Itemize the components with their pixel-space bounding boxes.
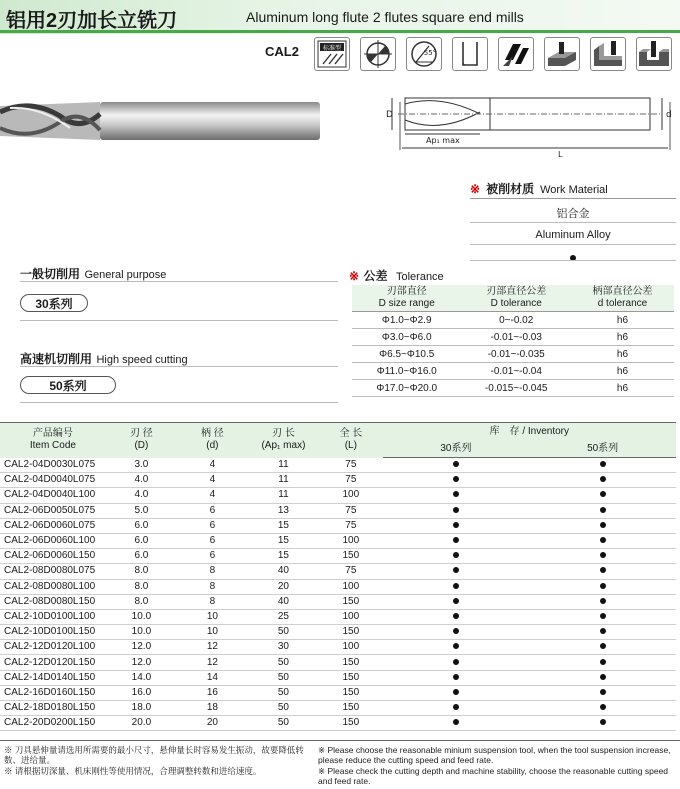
- spec-cell: 12.0: [106, 640, 177, 655]
- stock-30-cell: [383, 594, 530, 609]
- tolerance-cell: -0.01~-0.035: [461, 346, 570, 363]
- item-code-cell: CAL2-06D0050L075: [0, 503, 106, 518]
- stock-30-cell: [383, 473, 530, 488]
- material-name-en: Aluminum Alloy: [535, 229, 611, 241]
- spec-cell: 8.0: [106, 579, 177, 594]
- spec-cell: 6: [177, 549, 248, 564]
- material-name-cn: 铝合金: [556, 208, 590, 220]
- spec-cell: 14: [177, 670, 248, 685]
- spec-cell: 75: [319, 564, 382, 579]
- tolerance-cell: h6: [571, 346, 674, 363]
- item-code-cell: CAL2-04D0040L075: [0, 473, 106, 488]
- asterisk-mark: ※: [349, 269, 360, 283]
- item-code-cell: CAL2-06D0060L150: [0, 549, 106, 564]
- in-stock-dot-icon: [453, 643, 459, 649]
- stock-30-cell: [383, 685, 530, 700]
- note-cn-2: ※ 请根据切深量、机床刚性等使用情况，合理调整转数和进给速度。: [4, 766, 262, 776]
- spec-cell: 150: [319, 549, 382, 564]
- divider: [20, 320, 338, 321]
- spec-cell: 11: [248, 488, 319, 503]
- spec-cell: 75: [319, 458, 382, 473]
- stock-50-cell: [529, 594, 676, 609]
- dimension-drawing: [380, 90, 680, 160]
- stock-30-cell: [383, 655, 530, 670]
- spec-cell: 4: [177, 473, 248, 488]
- item-code-cell: CAL2-04D0030L075: [0, 458, 106, 473]
- highspeed-title-en: High speed cutting: [96, 354, 188, 366]
- in-stock-dot-icon: [453, 689, 459, 695]
- inventory-table: [0, 422, 676, 731]
- svg-text:55°: 55°: [423, 49, 437, 57]
- in-stock-dot-icon: [453, 719, 459, 725]
- table-row: [0, 473, 676, 488]
- table-row: [0, 716, 676, 731]
- table-row: [0, 625, 676, 640]
- in-stock-dot-icon: [453, 491, 459, 497]
- in-stock-dot-icon: [453, 537, 459, 543]
- stock-30-cell: [383, 488, 530, 503]
- spec-cell: 6: [177, 503, 248, 518]
- pocket-milling-icon: [636, 37, 672, 71]
- in-stock-dot-icon: [600, 689, 606, 695]
- tolerance-cell: Φ11.0~Φ16.0: [352, 363, 461, 380]
- col-series-30: 30系列: [383, 441, 530, 458]
- series-50-badge: 50系列: [20, 376, 116, 394]
- table-row: [0, 533, 676, 548]
- in-stock-dot-icon: [453, 522, 459, 528]
- tolerance-cell: Φ3.0~Φ6.0: [352, 329, 461, 346]
- stock-50-cell: [529, 533, 676, 548]
- divider: [470, 198, 676, 199]
- spec-cell: 50: [248, 685, 319, 700]
- tolerance-cell: h6: [571, 363, 674, 380]
- spec-cell: 100: [319, 533, 382, 548]
- spec-cell: 20: [177, 716, 248, 731]
- spec-cell: 150: [319, 701, 382, 716]
- spec-cell: 18.0: [106, 701, 177, 716]
- stock-30-cell: [383, 625, 530, 640]
- in-stock-dot-icon: [600, 643, 606, 649]
- item-code-cell: CAL2-20D0200L150: [0, 716, 106, 731]
- tolerance-cell: h6: [571, 329, 674, 346]
- table-row: [0, 488, 676, 503]
- highspeed-title-cn: 高速机切削用: [20, 352, 93, 366]
- stock-50-cell: [529, 549, 676, 564]
- spec-cell: 13: [248, 503, 319, 518]
- end-mill-photo: [0, 92, 324, 154]
- tolerance-title-en: Tolerance: [395, 271, 444, 283]
- item-code-cell: CAL2-08D0080L075: [0, 564, 106, 579]
- item-code-cell: CAL2-04D0040L100: [0, 488, 106, 503]
- divider: [470, 222, 676, 223]
- tolerance-row: [352, 329, 674, 346]
- in-stock-dot-icon: [600, 491, 606, 497]
- stock-30-cell: [383, 609, 530, 624]
- notes-divider: [0, 740, 680, 741]
- stock-50-cell: [529, 488, 676, 503]
- helix-angle-icon: [406, 37, 442, 71]
- spec-cell: 100: [319, 640, 382, 655]
- spec-cell: 150: [319, 594, 382, 609]
- tolerance-cell: h6: [571, 380, 674, 397]
- stock-30-cell: [383, 533, 530, 548]
- item-code-cell: CAL2-10D0100L100: [0, 609, 106, 624]
- in-stock-dot-icon: [453, 659, 459, 665]
- tolerance-cell: Φ17.0~Φ20.0: [352, 380, 461, 397]
- product-code-label: CAL2: [265, 44, 299, 59]
- col-diameter: 刃 径 (D): [106, 423, 177, 458]
- stock-50-cell: [529, 458, 676, 473]
- spec-cell: 20.0: [106, 716, 177, 731]
- divider: [20, 281, 338, 282]
- svg-text:D: D: [386, 110, 393, 120]
- in-stock-dot-icon: [600, 476, 606, 482]
- tolerance-header-dsize: 刃部直径 D size range: [352, 285, 461, 312]
- table-row: [0, 458, 676, 473]
- spec-cell: 6.0: [106, 533, 177, 548]
- in-stock-dot-icon: [600, 628, 606, 634]
- item-code-cell: CAL2-16D0160L150: [0, 685, 106, 700]
- note-en-1: ※ Please choose the reasonable minium suspension tool, when the tool suspension increase, please reduce the cutting speed and feed rate.: [318, 745, 671, 765]
- tolerance-cell: -0.01~-0.04: [461, 363, 570, 380]
- item-code-cell: CAL2-18D0180L150: [0, 701, 106, 716]
- spec-cell: 8.0: [106, 564, 177, 579]
- table-row: [0, 503, 676, 518]
- svg-text:L: L: [558, 150, 563, 159]
- end-mill-cross-section-icon: [360, 37, 396, 71]
- asterisk-mark: ※: [470, 182, 481, 196]
- spec-cell: 6: [177, 518, 248, 533]
- spec-cell: 50: [248, 716, 319, 731]
- stock-50-cell: [529, 564, 676, 579]
- item-code-cell: CAL2-10D0100L150: [0, 625, 106, 640]
- in-stock-dot-icon: [453, 583, 459, 589]
- tolerance-row: [352, 363, 674, 380]
- in-stock-dot-icon: [600, 583, 606, 589]
- in-stock-dot-icon: [600, 522, 606, 528]
- item-code-cell: CAL2-12D0120L150: [0, 655, 106, 670]
- spec-cell: 25: [248, 609, 319, 624]
- col-shank: 柄 径 (d): [177, 423, 248, 458]
- stock-30-cell: [383, 549, 530, 564]
- stock-30-cell: [383, 458, 530, 473]
- item-code-cell: CAL2-08D0080L150: [0, 594, 106, 609]
- stock-50-cell: [529, 640, 676, 655]
- stock-50-cell: [529, 609, 676, 624]
- spec-cell: 50: [248, 670, 319, 685]
- spec-cell: 16.0: [106, 685, 177, 700]
- stock-50-cell: [529, 579, 676, 594]
- material-title-cn: 被削材质: [486, 182, 535, 196]
- stock-50-cell: [529, 473, 676, 488]
- tolerance-title-cn: 公差: [363, 269, 388, 283]
- in-stock-dot-icon: [600, 613, 606, 619]
- stock-50-cell: [529, 518, 676, 533]
- shoulder-milling-icon: [590, 37, 626, 71]
- spec-cell: 40: [248, 564, 319, 579]
- in-stock-dot-icon: [453, 598, 459, 604]
- stock-30-cell: [383, 518, 530, 533]
- in-stock-dot-icon: [600, 507, 606, 513]
- item-code-cell: CAL2-08D0080L100: [0, 579, 106, 594]
- spec-cell: 10.0: [106, 609, 177, 624]
- item-code-cell: CAL2-14D0140L150: [0, 670, 106, 685]
- title-cn: 铝用2刃加长立铣刀: [6, 10, 178, 32]
- table-row: [0, 579, 676, 594]
- tolerance-cell: 0~-0.02: [461, 312, 570, 329]
- in-stock-dot-icon: [600, 704, 606, 710]
- spec-cell: 8: [177, 579, 248, 594]
- in-stock-dot-icon: [453, 674, 459, 680]
- item-code-cell: CAL2-12D0120L100: [0, 640, 106, 655]
- table-row: [0, 609, 676, 624]
- table-row: [0, 640, 676, 655]
- spec-cell: 100: [319, 488, 382, 503]
- spec-cell: 16: [177, 685, 248, 700]
- note-en-2: ※ Please check the cutting depth and machine stability, choose the reasonable cutting speed and feed rate.: [318, 766, 669, 786]
- in-stock-dot-icon: [600, 567, 606, 573]
- divider: [20, 366, 338, 367]
- col-item-code: 产品编号 Item Code: [0, 423, 106, 458]
- stock-30-cell: [383, 564, 530, 579]
- spec-cell: 75: [319, 518, 382, 533]
- spec-cell: 150: [319, 670, 382, 685]
- spec-cell: 3.0: [106, 458, 177, 473]
- tolerance-cell: Φ1.0~Φ2.9: [352, 312, 461, 329]
- tolerance-header-dtol: 刃部直径公差 D tolerance: [461, 285, 570, 312]
- item-code-cell: CAL2-06D0060L075: [0, 518, 106, 533]
- spec-cell: 100: [319, 579, 382, 594]
- tolerance-table: [352, 285, 674, 397]
- stock-30-cell: [383, 579, 530, 594]
- col-overall-length: 全 长 (L): [319, 423, 382, 458]
- spec-cell: 10: [177, 625, 248, 640]
- in-stock-dot-icon: [600, 674, 606, 680]
- in-stock-dot-icon: [453, 461, 459, 467]
- tolerance-heading: [349, 267, 444, 285]
- table-row: [0, 655, 676, 670]
- in-stock-dot-icon: [600, 552, 606, 558]
- spec-cell: 30: [248, 640, 319, 655]
- general-title-cn: 一般切削用: [20, 267, 81, 281]
- spec-cell: 50: [248, 701, 319, 716]
- spec-cell: 8: [177, 594, 248, 609]
- in-stock-dot-icon: [600, 598, 606, 604]
- material-available-dot: [570, 248, 576, 266]
- in-stock-dot-icon: [600, 537, 606, 543]
- general-title-en: General purpose: [84, 269, 167, 281]
- tolerance-header-shanktol: 柄部直径公差 d tolerance: [571, 285, 674, 312]
- material-section: [470, 180, 676, 197]
- spec-cell: 8: [177, 564, 248, 579]
- slotting-icon: [498, 37, 534, 71]
- stock-50-cell: [529, 655, 676, 670]
- side-milling-icon: [544, 37, 580, 71]
- in-stock-dot-icon: [600, 659, 606, 665]
- in-stock-dot-icon: [453, 567, 459, 573]
- divider: [470, 260, 676, 261]
- title-en: Aluminum long flute 2 flutes square end mills: [246, 9, 524, 25]
- stock-50-cell: [529, 701, 676, 716]
- series-30-badge: 30系列: [20, 294, 88, 312]
- col-series-50: 50系列: [529, 441, 676, 458]
- table-row: [0, 594, 676, 609]
- stock-50-cell: [529, 670, 676, 685]
- tolerance-row: [352, 346, 674, 363]
- table-row: [0, 701, 676, 716]
- divider: [470, 244, 676, 245]
- tolerance-row: [352, 380, 674, 397]
- spec-cell: 150: [319, 716, 382, 731]
- in-stock-dot-icon: [453, 613, 459, 619]
- spec-cell: 12: [177, 655, 248, 670]
- spec-cell: 11: [248, 473, 319, 488]
- in-stock-dot-icon: [453, 628, 459, 634]
- in-stock-dot-icon: [453, 507, 459, 513]
- spec-cell: 5.0: [106, 503, 177, 518]
- spec-cell: 11: [248, 458, 319, 473]
- item-code-cell: CAL2-06D0060L100: [0, 533, 106, 548]
- in-stock-dot-icon: [453, 476, 459, 482]
- note-cn-1: ※ 刀具悬伸量请选用所需要的最小尺寸，悬伸量长时容易发生振动，故要降低转数、进给量。: [4, 745, 304, 765]
- square-end-profile-icon: [452, 37, 488, 71]
- tolerance-cell: Φ6.5~Φ10.5: [352, 346, 461, 363]
- col-inventory: 库 存 / Inventory: [383, 423, 676, 442]
- spec-cell: 15: [248, 518, 319, 533]
- table-row: [0, 564, 676, 579]
- spec-cell: 50: [248, 625, 319, 640]
- table-row: [0, 685, 676, 700]
- spec-cell: 4: [177, 458, 248, 473]
- spec-cell: 15: [248, 533, 319, 548]
- spec-cell: 12: [177, 640, 248, 655]
- stock-30-cell: [383, 701, 530, 716]
- in-stock-dot-icon: [453, 552, 459, 558]
- svg-text:d: d: [666, 110, 672, 120]
- spec-cell: 10: [177, 609, 248, 624]
- spec-cell: 150: [319, 685, 382, 700]
- spec-cell: 75: [319, 503, 382, 518]
- svg-text:标准型: 标准型: [322, 45, 342, 52]
- table-row: [0, 549, 676, 564]
- spec-cell: 6.0: [106, 518, 177, 533]
- spec-cell: 150: [319, 655, 382, 670]
- stock-50-cell: [529, 685, 676, 700]
- col-flute-length: 刃 长 (Ap₁ max): [248, 423, 319, 458]
- in-stock-dot-icon: [600, 719, 606, 725]
- stock-30-cell: [383, 640, 530, 655]
- tolerance-cell: -0.01~-0.03: [461, 329, 570, 346]
- spec-cell: 4: [177, 488, 248, 503]
- spec-cell: 100: [319, 609, 382, 624]
- spec-cell: 20: [248, 579, 319, 594]
- table-row: [0, 670, 676, 685]
- spec-cell: 4.0: [106, 473, 177, 488]
- stock-50-cell: [529, 503, 676, 518]
- spec-cell: 14.0: [106, 670, 177, 685]
- material-title-en: Work Material: [540, 184, 608, 196]
- table-row: [0, 518, 676, 533]
- spec-cell: 6: [177, 533, 248, 548]
- tolerance-row: [352, 312, 674, 329]
- stock-30-cell: [383, 503, 530, 518]
- spec-cell: 4.0: [106, 488, 177, 503]
- stock-50-cell: [529, 625, 676, 640]
- stock-50-cell: [529, 716, 676, 731]
- spec-cell: 40: [248, 594, 319, 609]
- divider: [20, 402, 338, 403]
- stock-30-cell: [383, 670, 530, 685]
- tolerance-cell: -0.015~-0.045: [461, 380, 570, 397]
- tolerance-cell: h6: [571, 312, 674, 329]
- spec-cell: 50: [248, 655, 319, 670]
- svg-text:Ap₁ max: Ap₁ max: [426, 136, 460, 145]
- spec-cell: 75: [319, 473, 382, 488]
- spec-cell: 12.0: [106, 655, 177, 670]
- spec-cell: 15: [248, 549, 319, 564]
- spec-cell: 6.0: [106, 549, 177, 564]
- in-stock-dot-icon: [453, 704, 459, 710]
- stock-30-cell: [383, 716, 530, 731]
- in-stock-dot-icon: [600, 461, 606, 467]
- spec-cell: 18: [177, 701, 248, 716]
- standard-type-icon: [314, 37, 350, 71]
- spec-cell: 8.0: [106, 594, 177, 609]
- spec-cell: 10.0: [106, 625, 177, 640]
- spec-cell: 150: [319, 625, 382, 640]
